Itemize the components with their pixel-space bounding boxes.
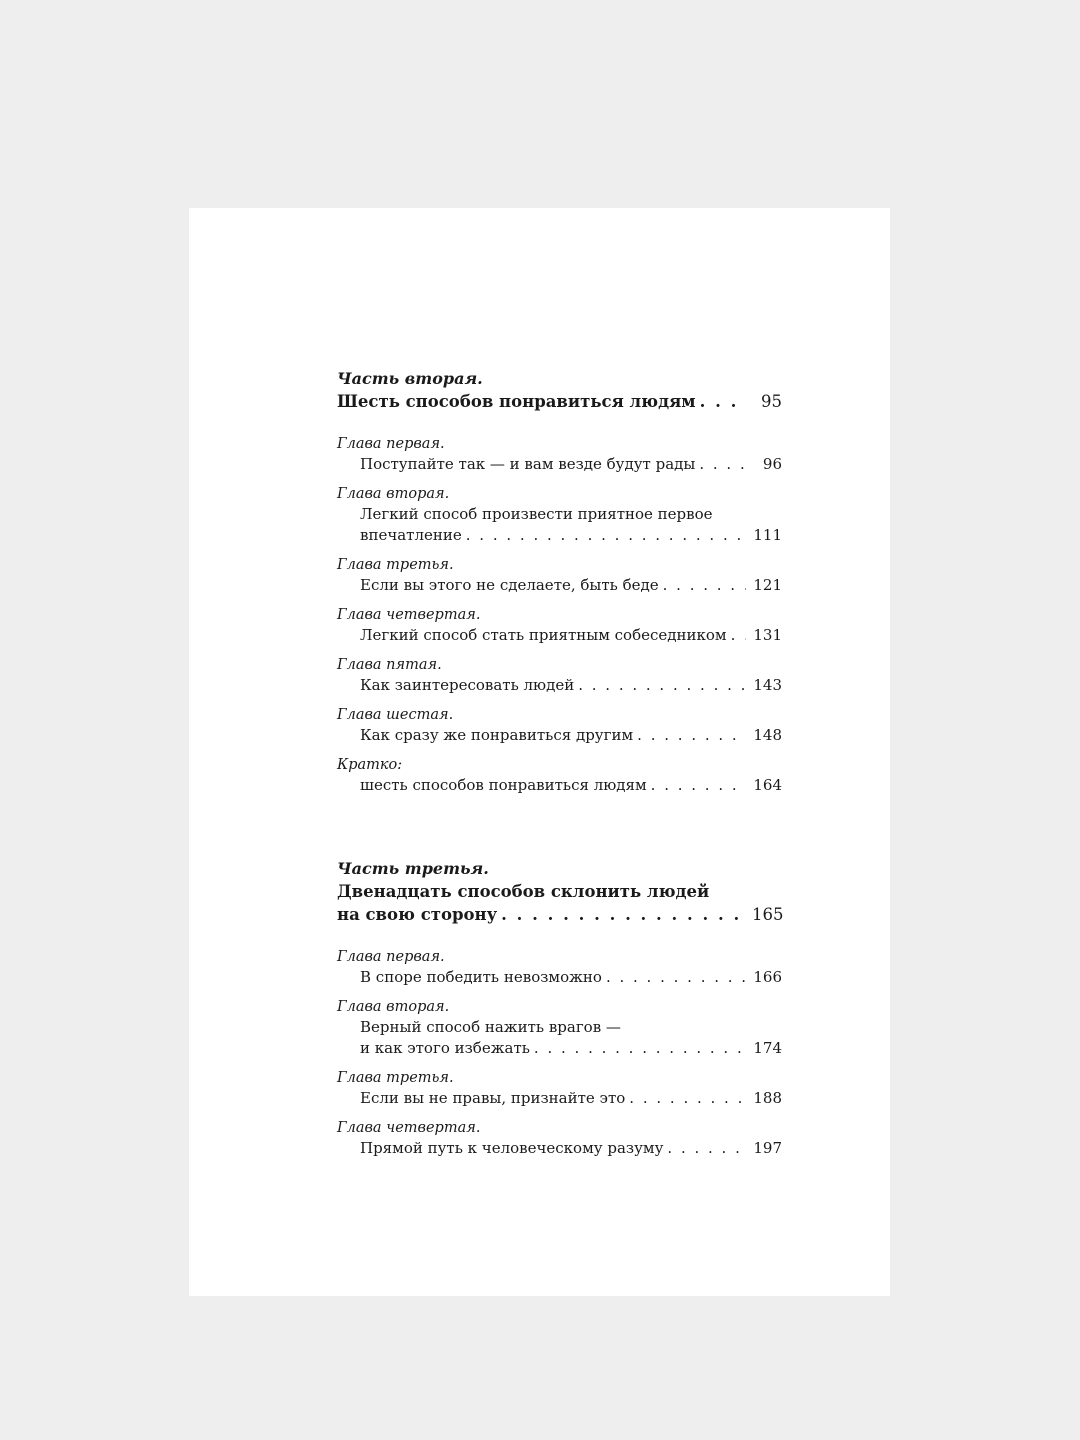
chapter-title-line: Легкий способ произвести приятное первое: [360, 505, 713, 523]
leader-dots: [629, 1088, 746, 1109]
page-number: 111: [753, 526, 782, 544]
page-number: 165: [752, 905, 784, 924]
chapter-label: Глава четвертая.: [337, 607, 481, 623]
page-number: 164: [753, 776, 782, 794]
part-label: Часть третья.: [337, 859, 489, 878]
chapter-title: впечатление . . . 111: [337, 525, 782, 546]
chapter-title: Если вы этого не сделаете, быть беде . . . 121: [337, 575, 782, 596]
chapter-title: и как этого избежать . . . 174: [337, 1038, 782, 1059]
chapter-label: Глава пятая.: [337, 657, 442, 673]
chapter-title: Поступайте так — и вам везде будут рады . . . 96: [337, 454, 782, 475]
chapter-entry: [337, 485, 782, 546]
chapter-entry: [337, 656, 782, 696]
chapter-entry: [337, 1069, 782, 1109]
page-number: 96: [762, 455, 782, 473]
part-section: [337, 368, 782, 413]
leader-dots: [637, 725, 746, 746]
chapter-label: Глава четвертая.: [337, 1120, 481, 1136]
leader-dots: [731, 625, 746, 646]
chapter-entry: [337, 435, 782, 475]
chapter-title: Если вы не правы, признайте это . . . 188: [337, 1088, 782, 1109]
book-page: [189, 208, 890, 1296]
chapter-title: В споре победить невозможно . . . 166: [337, 967, 782, 988]
chapter-label: Глава шестая.: [337, 707, 454, 723]
part-title: Шесть способов понравиться людям . . . 95: [337, 390, 782, 413]
chapter-label: Кратко:: [337, 757, 403, 773]
chapter-title: Как сразу же понравиться другим . . . 148: [337, 725, 782, 746]
leader-dots: [700, 390, 746, 413]
leader-dots: [501, 903, 746, 926]
part-title: на свою сторону . . . 165: [337, 903, 782, 926]
leader-dots: [466, 525, 746, 546]
leader-dots: [578, 675, 746, 696]
page-number: 121: [753, 576, 782, 594]
page-number: 95: [761, 392, 782, 411]
chapter-entry: [337, 998, 782, 1059]
chapter-entry: [337, 756, 782, 796]
chapter-entry: [337, 556, 782, 596]
chapter-label: Глава первая.: [337, 436, 445, 452]
page-number: 174: [753, 1039, 782, 1057]
part-title-line: Двенадцать способов склонить людей: [337, 882, 710, 901]
page-number: 188: [753, 1089, 782, 1107]
page-number: 197: [753, 1139, 782, 1157]
chapter-entry: [337, 606, 782, 646]
leader-dots: [651, 775, 746, 796]
chapter-entry: [337, 706, 782, 746]
part-label: Часть вторая.: [337, 369, 483, 388]
chapter-label: Глава первая.: [337, 949, 445, 965]
page-number: 148: [753, 726, 782, 744]
leader-dots: [663, 575, 746, 596]
chapter-title: Легкий способ стать приятным собеседником . . . 131: [337, 625, 782, 646]
page-number: 143: [753, 676, 782, 694]
chapter-label: Глава третья.: [337, 557, 454, 573]
page-number: 166: [753, 968, 782, 986]
table-of-contents: [337, 368, 782, 1159]
leader-dots: [606, 967, 746, 988]
chapter-entry: [337, 1119, 782, 1159]
leader-dots: [699, 454, 746, 475]
chapter-label: Глава вторая.: [337, 999, 450, 1015]
part-section: [337, 858, 782, 926]
chapter-title-line: Верный способ нажить врагов —: [360, 1018, 621, 1036]
leader-dots: [667, 1138, 746, 1159]
leader-dots: [534, 1038, 746, 1059]
chapter-title: Прямой путь к человеческому разуму . . . 197: [337, 1138, 782, 1159]
chapter-entry: [337, 948, 782, 988]
chapter-title: шесть способов понравиться людям . . . 164: [337, 775, 782, 796]
page-number: 131: [753, 626, 782, 644]
chapter-label: Глава вторая.: [337, 486, 450, 502]
chapter-label: Глава третья.: [337, 1070, 454, 1086]
chapter-title: Как заинтересовать людей . . . 143: [337, 675, 782, 696]
